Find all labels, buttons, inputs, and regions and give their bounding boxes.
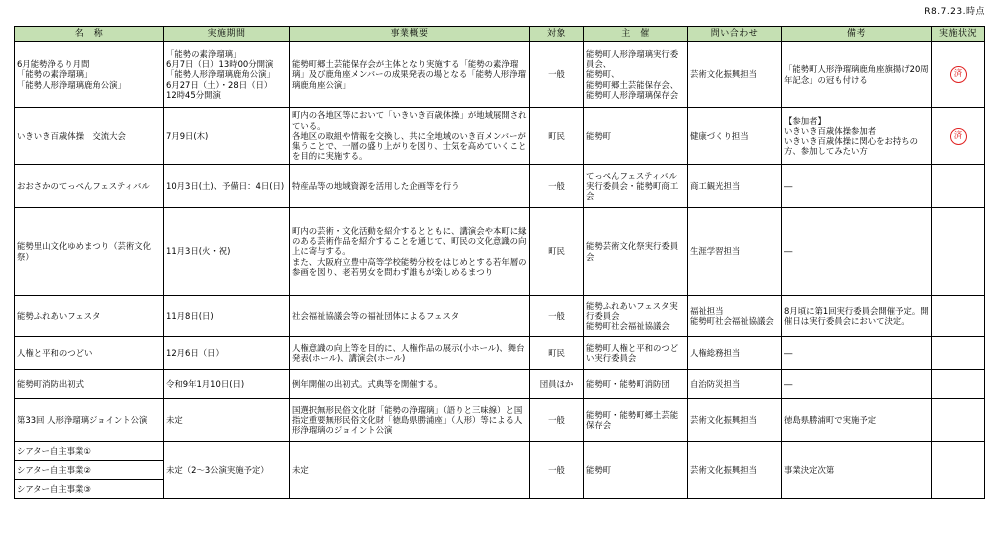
event-status bbox=[932, 296, 985, 337]
table-row bbox=[15, 337, 985, 370]
event-name: 第33回 人形浄瑠璃ジョイント公演 bbox=[15, 399, 164, 442]
event-summary: 人権意識の向上等を目的に、人権作品の展示(小ホール)、舞台発表(ホール)、講演会(ホール) bbox=[290, 337, 530, 370]
header-remarks: 備考 bbox=[782, 27, 932, 42]
done-seal: 済 bbox=[950, 128, 967, 145]
done-seal: 済 bbox=[950, 66, 967, 83]
event-remarks: 事業決定次第 bbox=[782, 442, 932, 499]
table-row bbox=[15, 42, 985, 108]
event-remarks: ― bbox=[782, 370, 932, 399]
event-period: 11月3日(火・祝) bbox=[164, 208, 290, 296]
event-contact: 生涯学習担当 bbox=[688, 208, 782, 296]
event-organizer: 能勢芸術文化祭実行委員会 bbox=[584, 208, 688, 296]
event-contact: 福祉担当 能勢町社会福祉協議会 bbox=[688, 296, 782, 337]
header-contact: 問い合わせ bbox=[688, 27, 782, 42]
table-row bbox=[15, 165, 985, 208]
event-organizer: 能勢町人権と平和のつどい実行委員会 bbox=[584, 337, 688, 370]
event-summary: 特産品等の地域資源を活用した企画等を行う bbox=[290, 165, 530, 208]
event-name: 人権と平和のつどい bbox=[15, 337, 164, 370]
event-contact: 商工観光担当 bbox=[688, 165, 782, 208]
event-summary: 未定 bbox=[290, 442, 530, 499]
event-remarks: ― bbox=[782, 337, 932, 370]
event-target: 一般 bbox=[530, 442, 584, 499]
event-organizer: 能勢町 bbox=[584, 108, 688, 165]
header-target: 対象 bbox=[530, 27, 584, 42]
event-target: 団員ほか bbox=[530, 370, 584, 399]
table-row bbox=[15, 370, 985, 399]
event-summary: 町内の各地区等において「いきいき百歳体操」が地域展開されている。 各地区の取組や情報を交換し、共に全地域のいき百メンバーが集うことで、一層の盛り上がりを図り、士気を高めていくことを目的に実施する。 bbox=[290, 108, 530, 165]
event-status bbox=[932, 165, 985, 208]
event-status bbox=[932, 442, 985, 499]
event-contact: 芸術文化振興担当 bbox=[688, 442, 782, 499]
event-target: 町民 bbox=[530, 108, 584, 165]
event-summary: 町内の芸術・文化活動を紹介するとともに、講演会や本町に縁のある芸術作品を紹介することを通じて、町民の文化意識の向上に寄与する。 また、大阪府立豊中高等学校能勢分校をはじめとする若年層の参画を図り、老若男女を問わず誰もが楽しめるまつり bbox=[290, 208, 530, 296]
event-organizer: てっぺんフェスティバル実行委員会・能勢町商工会 bbox=[584, 165, 688, 208]
event-summary: 社会福祉協議会等の福祉団体によるフェスタ bbox=[290, 296, 530, 337]
events-table bbox=[14, 26, 985, 499]
event-period: 10月3日(土)、予備日：4日(日) bbox=[164, 165, 290, 208]
event-target: 町民 bbox=[530, 337, 584, 370]
event-period: 12月6日（日） bbox=[164, 337, 290, 370]
table-row bbox=[15, 208, 985, 296]
header-name: 名 称 bbox=[15, 27, 164, 42]
event-target: 一般 bbox=[530, 296, 584, 337]
header-row bbox=[15, 27, 985, 42]
table-row bbox=[15, 399, 985, 442]
as-of-date: R8.7.23.時点 bbox=[924, 7, 985, 17]
event-target: 一般 bbox=[530, 42, 584, 108]
event-name: シアター自主事業① bbox=[15, 442, 164, 461]
table-row bbox=[15, 442, 985, 461]
event-organizer: 能勢町・能勢町郷土芸能保存会 bbox=[584, 399, 688, 442]
event-period: 未定 bbox=[164, 399, 290, 442]
event-status bbox=[932, 42, 985, 108]
event-remarks: 「能勢町人形浄瑠璃鹿角座旗揚げ20周年記念」の冠も付ける bbox=[782, 42, 932, 108]
event-target: 一般 bbox=[530, 399, 584, 442]
event-status bbox=[932, 370, 985, 399]
event-organizer: 能勢町・能勢町消防団 bbox=[584, 370, 688, 399]
event-name: シアター自主事業② bbox=[15, 461, 164, 480]
event-name: 能勢町消防出初式 bbox=[15, 370, 164, 399]
event-name: いきいき百歳体操 交流大会 bbox=[15, 108, 164, 165]
event-organizer: 能勢町人形浄瑠璃実行委員会、 能勢町、 能勢町郷土芸能保存会、 能勢町人形浄瑠璃保存会 bbox=[584, 42, 688, 108]
event-summary: 例年開催の出初式。式典等を開催する。 bbox=[290, 370, 530, 399]
event-period: 未定（2～3公演実施予定） bbox=[164, 442, 290, 499]
event-name: 能勢ふれあいフェスタ bbox=[15, 296, 164, 337]
event-remarks: 徳島県勝浦町で実施予定 bbox=[782, 399, 932, 442]
event-status bbox=[932, 399, 985, 442]
event-target: 一般 bbox=[530, 165, 584, 208]
event-remarks: 8月頃に第1回実行委員会開催予定。開催日は実行委員会において決定。 bbox=[782, 296, 932, 337]
event-contact: 芸術文化振興担当 bbox=[688, 399, 782, 442]
event-status bbox=[932, 208, 985, 296]
event-name: シアター自主事業③ bbox=[15, 480, 164, 499]
event-organizer: 能勢町 bbox=[584, 442, 688, 499]
event-contact: 芸術文化振興担当 bbox=[688, 42, 782, 108]
event-name: 能勢里山文化ゆめまつり（芸術文化祭） bbox=[15, 208, 164, 296]
header-period: 実施期間 bbox=[164, 27, 290, 42]
event-remarks: ― bbox=[782, 165, 932, 208]
event-organizer: 能勢ふれあいフェスタ実行委員会 能勢町社会福祉協議会 bbox=[584, 296, 688, 337]
event-summary: 国選択無形民俗文化財「能勢の浄瑠璃」（語りと三味線）と国指定重要無形民俗文化財「徳島県勝浦座」（人形）等による人形浄瑠璃のジョイント公演 bbox=[290, 399, 530, 442]
event-summary: 能勢町郷土芸能保存会が主体となり実施する「能勢の素浄瑠璃」及び鹿角座メンバーの成果発表の場となる「能勢人形浄瑠璃鹿角座公演」 bbox=[290, 42, 530, 108]
event-period: 11月8日(日) bbox=[164, 296, 290, 337]
event-status bbox=[932, 108, 985, 165]
event-period: 「能勢の素浄瑠璃」 6月7日（日）13時00分開演 「能勢人形浄瑠璃鹿角公演」 6月27日（土）・28日（日） 12時45分開演 bbox=[164, 42, 290, 108]
event-name: おおさかのてっぺんフェスティバル bbox=[15, 165, 164, 208]
event-status bbox=[932, 337, 985, 370]
event-remarks: ― bbox=[782, 208, 932, 296]
header-organizer: 主 催 bbox=[584, 27, 688, 42]
header-summary: 事業概要 bbox=[290, 27, 530, 42]
event-remarks: 【参加者】 いきいき百歳体操参加者 いきいき百歳体操に関心をお持ちの方、参加してみたい方 bbox=[782, 108, 932, 165]
event-period: 令和9年1月10日(日) bbox=[164, 370, 290, 399]
header-status: 実施状況 bbox=[932, 27, 985, 42]
event-contact: 健康づくり担当 bbox=[688, 108, 782, 165]
table-row bbox=[15, 296, 985, 337]
event-contact: 自治防災担当 bbox=[688, 370, 782, 399]
event-name: 6月能勢浄るり月間 「能勢の素浄瑠璃」 「能勢人形浄瑠璃鹿角公演」 bbox=[15, 42, 164, 108]
event-period: 7月9日(木) bbox=[164, 108, 290, 165]
event-target: 町民 bbox=[530, 208, 584, 296]
event-contact: 人権総務担当 bbox=[688, 337, 782, 370]
table-row bbox=[15, 108, 985, 165]
